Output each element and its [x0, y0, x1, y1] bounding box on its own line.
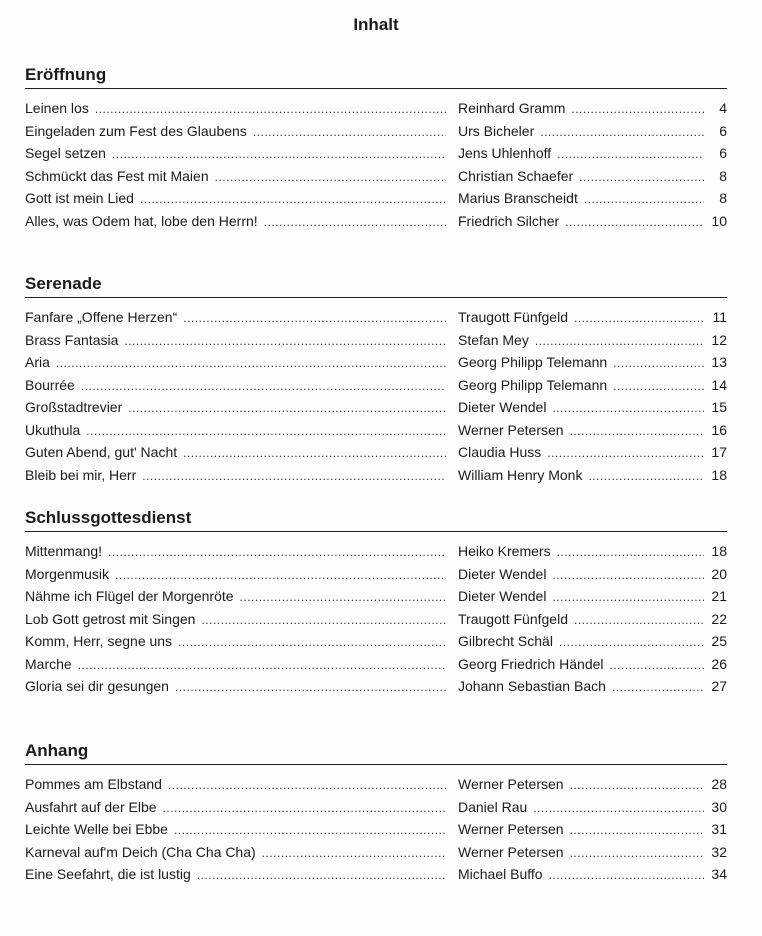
section-heading: Serenade: [25, 272, 727, 298]
entry-title: Karneval auf'm Deich (Cha Cha Cha): [25, 843, 256, 860]
entry-composer: Georg Philipp Telemann: [458, 354, 608, 370]
toc-entry: [25, 540, 727, 563]
dot-leader: [570, 842, 704, 865]
section-serenade: [25, 272, 727, 486]
toc-entry: [25, 97, 727, 120]
dot-leader: [115, 564, 446, 587]
toc-entry: [25, 210, 727, 233]
dot-leader: [128, 397, 446, 420]
dot-leader: [174, 819, 446, 842]
entry-title: Eine Seefahrt, die ist lustig: [25, 866, 191, 882]
dot-leader: [175, 676, 446, 699]
dot-leader: [533, 797, 704, 820]
entry-composer: Friedrich Silcher: [458, 212, 560, 229]
entry-title: Aria: [25, 354, 50, 370]
dot-leader: [86, 420, 446, 443]
entry-page-number: 25: [711, 633, 727, 649]
dot-leader: [557, 541, 704, 564]
entry-composer: Dieter Wendel: [458, 399, 547, 415]
entry-title: Alles, was Odem hat, lobe den Herrn!: [25, 212, 258, 229]
toc-entry: [25, 329, 727, 352]
entry-page-number: 21: [711, 588, 727, 604]
entry-composer: Werner Petersen: [458, 421, 564, 438]
dot-leader: [579, 166, 704, 189]
dot-leader: [574, 609, 704, 632]
dot-leader: [584, 188, 704, 211]
section-eroeffnung: [25, 63, 727, 232]
entry-composer: Gilbrecht Schäl: [458, 633, 553, 649]
section-heading: Anhang: [25, 739, 727, 765]
entry-title: Großstadtrevier: [25, 399, 123, 415]
entry-page-number: 8: [719, 167, 727, 184]
dot-leader: [613, 375, 704, 398]
entry-composer: Johann Sebastian Bach: [458, 678, 606, 694]
toc-entry: [25, 608, 727, 631]
entry-title: Gloria sei dir gesungen: [25, 678, 169, 694]
page-title: Inhalt: [353, 15, 399, 34]
entry-composer: Jens Uhlenhoff: [458, 145, 552, 161]
entry-composer: Marius Branscheidt: [458, 190, 578, 206]
entry-composer: Michael Buffo: [458, 866, 543, 882]
dot-leader: [549, 864, 704, 887]
toc-entry: [25, 563, 727, 586]
dot-leader: [262, 842, 446, 865]
entry-title: Bleib bei mir, Herr: [25, 466, 137, 483]
dot-leader: [95, 98, 446, 121]
dot-leader: [571, 98, 704, 121]
entry-page-number: 13: [711, 354, 727, 370]
entry-page-number: 32: [711, 843, 727, 860]
toc-entry: [25, 675, 727, 698]
entry-composer: Georg Philipp Telemann: [458, 376, 608, 393]
entry-page-number: 34: [711, 866, 727, 882]
entry-composer: Werner Petersen: [458, 843, 564, 860]
entry-page-number: 15: [711, 399, 727, 415]
entry-title: Bourrée: [25, 376, 75, 393]
toc-entry: [25, 630, 727, 653]
entry-title: Ukuthula: [25, 421, 81, 438]
dot-leader: [142, 465, 446, 488]
entry-composer: William Henry Monk: [458, 466, 583, 483]
entry-page-number: 20: [711, 565, 727, 582]
entry-title: Leichte Welle bei Ebbe: [25, 821, 168, 837]
dot-leader: [547, 442, 704, 465]
dot-leader: [264, 211, 446, 234]
entry-page-number: 16: [711, 421, 727, 438]
entry-page-number: 22: [711, 610, 727, 627]
toc-entry: [25, 773, 727, 796]
entry-page-number: 28: [711, 776, 727, 792]
entry-composer: Traugott Fünfgeld: [458, 610, 568, 627]
entry-composer: Urs Bicheler: [458, 122, 535, 139]
toc-entry: [25, 653, 727, 676]
entry-composer: Georg Friedrich Händel: [458, 655, 604, 672]
entry-title: Morgenmusik: [25, 565, 110, 582]
entry-composer: Christian Schaefer: [458, 167, 574, 184]
entry-composer: Heiko Kremers: [458, 543, 551, 559]
dot-leader: [183, 307, 446, 330]
entry-title: Mittenmang!: [25, 543, 103, 559]
entry-composer: Werner Petersen: [458, 776, 564, 792]
entry-composer: Dieter Wendel: [458, 565, 547, 582]
entry-composer: Stefan Mey: [458, 331, 529, 348]
dot-leader: [552, 564, 704, 587]
dot-leader: [201, 609, 446, 632]
entry-title: Eingeladen zum Fest des Glaubens: [25, 122, 247, 139]
dot-leader: [56, 352, 446, 375]
toc-entry: [25, 585, 727, 608]
entry-page-number: 10: [711, 212, 727, 229]
dot-leader: [178, 631, 446, 654]
dot-leader: [78, 654, 446, 677]
entry-title: Nähme ich Flügel der Morgenröte: [25, 588, 234, 604]
dot-leader: [557, 143, 704, 166]
entry-page-number: 4: [719, 100, 727, 116]
toc-entry: [25, 351, 727, 374]
entry-page-number: 11: [712, 309, 727, 325]
dot-leader: [570, 819, 704, 842]
entry-list: [25, 306, 727, 486]
entry-page-number: 26: [711, 655, 727, 672]
section-heading: Schlussgottesdienst: [25, 506, 727, 532]
section-heading: Eröffnung: [25, 63, 727, 89]
section-anhang: [25, 739, 727, 886]
toc-entry: [25, 863, 727, 886]
entry-title: Segel setzen: [25, 145, 106, 161]
dot-leader: [197, 864, 446, 887]
toc-entry: [25, 841, 727, 864]
dot-leader: [124, 330, 446, 353]
dot-leader: [574, 307, 704, 330]
entry-composer: Reinhard Gramm: [458, 100, 566, 116]
dot-leader: [612, 676, 704, 699]
toc-entry: [25, 796, 727, 819]
entry-list: [25, 97, 727, 232]
dot-leader: [163, 797, 446, 820]
toc-entry: [25, 142, 727, 165]
entry-title: Lob Gott getrost mit Singen: [25, 610, 196, 627]
entry-title: Komm, Herr, segne uns: [25, 633, 173, 649]
dot-leader: [253, 121, 446, 144]
toc-entry: [25, 464, 727, 487]
entry-page-number: 6: [719, 122, 727, 139]
entry-title: Pommes am Elbstand: [25, 776, 162, 792]
toc-entry: [25, 306, 727, 329]
entry-page-number: 18: [711, 466, 727, 483]
entry-title: Gott ist mein Lied: [25, 190, 134, 206]
entry-title: Fanfare „Offene Herzen“: [25, 309, 178, 325]
entry-page-number: 6: [719, 145, 727, 161]
entry-page-number: 12: [711, 331, 727, 348]
dot-leader: [559, 631, 704, 654]
dot-leader: [552, 586, 704, 609]
entry-title: Leinen los: [25, 100, 89, 116]
dot-leader: [112, 143, 446, 166]
entry-page-number: 17: [711, 444, 727, 460]
entry-title: Ausfahrt auf der Elbe: [25, 798, 157, 815]
toc-entry: [25, 396, 727, 419]
dot-leader: [240, 586, 446, 609]
dot-leader: [535, 330, 704, 353]
entry-composer: Dieter Wendel: [458, 588, 547, 604]
toc-entry: [25, 120, 727, 143]
entry-page-number: 31: [711, 821, 727, 837]
dot-leader: [552, 397, 704, 420]
entry-page-number: 18: [711, 543, 727, 559]
entry-title: Guten Abend, gut' Nacht: [25, 444, 178, 460]
dot-leader: [613, 352, 704, 375]
entry-title: Marche: [25, 655, 72, 672]
dot-leader: [610, 654, 704, 677]
entry-page-number: 14: [711, 376, 727, 393]
entry-composer: Claudia Huss: [458, 444, 542, 460]
toc-entry: [25, 419, 727, 442]
entry-composer: Traugott Fünfgeld: [458, 309, 568, 325]
dot-leader: [540, 121, 704, 144]
dot-leader: [108, 541, 446, 564]
section-schlussgottesdienst: [25, 506, 727, 698]
entry-page-number: 8: [719, 190, 727, 206]
entry-composer: Daniel Rau: [458, 798, 528, 815]
entry-title: Schmückt das Fest mit Maien: [25, 167, 209, 184]
dot-leader: [183, 442, 446, 465]
dot-leader: [140, 188, 446, 211]
entry-page-number: 30: [711, 798, 727, 815]
entry-list: [25, 540, 727, 698]
toc-entry: [25, 441, 727, 464]
entry-page-number: 27: [711, 678, 727, 694]
toc-entry: [25, 374, 727, 397]
dot-leader: [168, 774, 446, 797]
entry-title: Brass Fantasia: [25, 331, 119, 348]
toc-entry: [25, 818, 727, 841]
dot-leader: [81, 375, 446, 398]
dot-leader: [215, 166, 446, 189]
toc-entry: [25, 187, 727, 210]
dot-leader: [570, 420, 704, 443]
dot-leader: [565, 211, 704, 234]
toc-entry: [25, 165, 727, 188]
entry-list: [25, 773, 727, 886]
entry-composer: Werner Petersen: [458, 821, 564, 837]
dot-leader: [570, 774, 704, 797]
dot-leader: [588, 465, 704, 488]
